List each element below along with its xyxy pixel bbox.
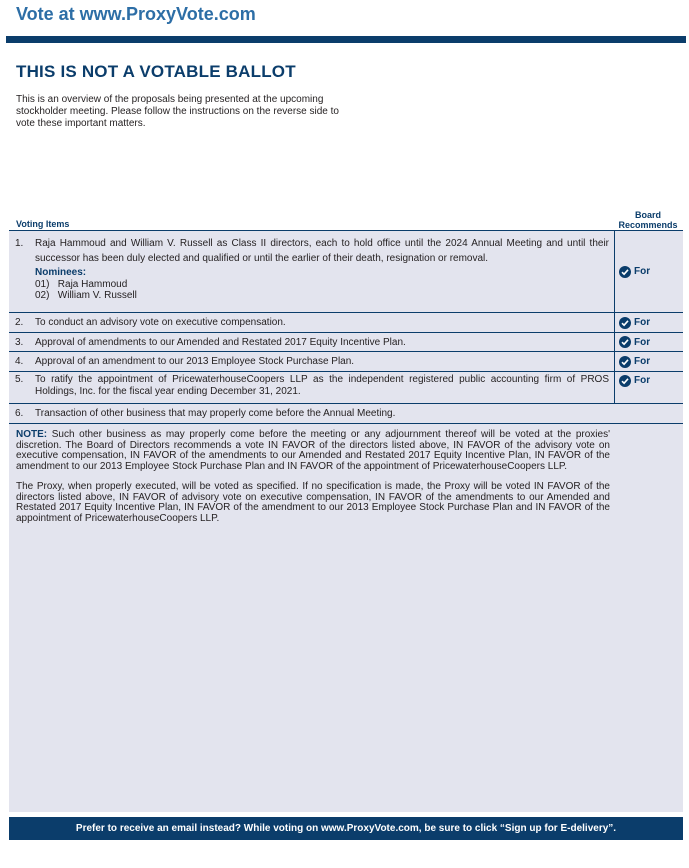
item-text: To conduct an advisory vote on executive compensation. [35, 317, 286, 328]
note-label: NOTE: [16, 429, 48, 440]
header-rule [6, 36, 686, 43]
check-circle-icon [619, 375, 631, 387]
recommendation-label: For [634, 266, 651, 277]
item-number: 2. [15, 317, 24, 328]
voting-item-1 [9, 231, 683, 313]
page-title: THIS IS NOT A VOTABLE BALLOT [16, 62, 296, 81]
footer-text: Prefer to receive an email instead? While voting on www.ProxyVote.com, be sure to click “Sign up for E-delivery”. [75, 823, 617, 834]
header-title[interactable]: Vote at www.ProxyVote.com [16, 4, 256, 24]
nominee-1: 01) Raja Hammoud [35, 279, 128, 290]
item-number: 6. [15, 408, 24, 419]
item-number: 5. [15, 374, 24, 385]
voting-item-3 [9, 333, 683, 352]
voting-item-5 [9, 372, 683, 404]
proxy-paragraph: The Proxy, when properly executed, will be voted as specified. If no specification is made, the Proxy will be voted IN FAVOR of the directors listed above, IN FAVOR of advisory vote on executive compensation, IN FAVOR of the amendments to our Amended and Restated 2017 Equity Incentive Plan, IN FAVOR of the amendment to our 2013 Employee Stock Purchase Plan and IN FAVOR of the appointment of PricewaterhouseCoopers LLP. [16, 481, 610, 524]
nominees-label: Nominees: [35, 267, 87, 278]
footer-banner [9, 817, 683, 840]
recommendation [614, 333, 683, 351]
recommendation [614, 231, 683, 312]
recommendation-label: For [634, 336, 651, 348]
recommendation [614, 352, 683, 371]
nominee-2: 02) William V. Russell [35, 290, 137, 301]
voting-items-header: Voting Items [16, 219, 70, 229]
check-circle-icon [619, 336, 631, 348]
recommendation [614, 372, 683, 403]
item-text: Approval of an amendment to our 2013 Employee Stock Purchase Plan. [35, 356, 355, 367]
voting-item-6 [9, 404, 683, 424]
intro-text: This is an overview of the proposals being presented at the upcoming stockholder meeting. Please follow the instructions on the reverse side to vote these important matters. [16, 94, 339, 129]
voting-item-2 [9, 313, 683, 333]
note-text: Such other business as may properly come before the meeting or any adjournment thereof will be voted at the proxies' discretion. The Board of Directors recommends a vote IN FAVOR of the directors listed above, IN FAVOR of the advisory vote on executive compensation, IN FAVOR of the amendments to our Amended and Restated 2017 Equity Incentive Plan, IN FAVOR of the amendment to our 2013 Employee Stock Purchase Plan and IN FAVOR of the appointment of PricewaterhouseCoopers LLP. [16, 429, 610, 472]
note-section [16, 430, 610, 534]
item-number: 3. [15, 337, 24, 348]
voting-items-table [9, 230, 683, 424]
voting-item-4 [9, 352, 683, 372]
note-paragraph [16, 430, 610, 472]
recommendation-label: For [634, 317, 651, 328]
recommendation-label: For [634, 356, 651, 367]
item-number: 1. [15, 238, 24, 249]
recommendation [614, 313, 683, 332]
item-text: To ratify the appointment of PricewaterhouseCoopers LLP as the independent registered public accounting firm of PROS Holdings, Inc. for the fiscal year ending December 31, 2021. [35, 374, 609, 397]
item-text: Raja Hammoud and William V. Russell as Class II directors, each to hold office until the 2024 Annual Meeting and until their successor has been duly elected and qualified or until the earlier of their death, resignation or removal. [35, 238, 609, 264]
check-circle-icon [619, 317, 631, 329]
recommendation-label: For [634, 375, 651, 386]
item-number: 4. [15, 356, 24, 367]
check-circle-icon [619, 266, 631, 278]
board-recommends-header: Board Recommends [618, 210, 678, 230]
check-circle-icon [619, 356, 631, 368]
item-text: Approval of amendments to our Amended and Restated 2017 Equity Incentive Plan. [35, 337, 406, 348]
item-text: Transaction of other business that may properly come before the Annual Meeting. [35, 408, 396, 419]
